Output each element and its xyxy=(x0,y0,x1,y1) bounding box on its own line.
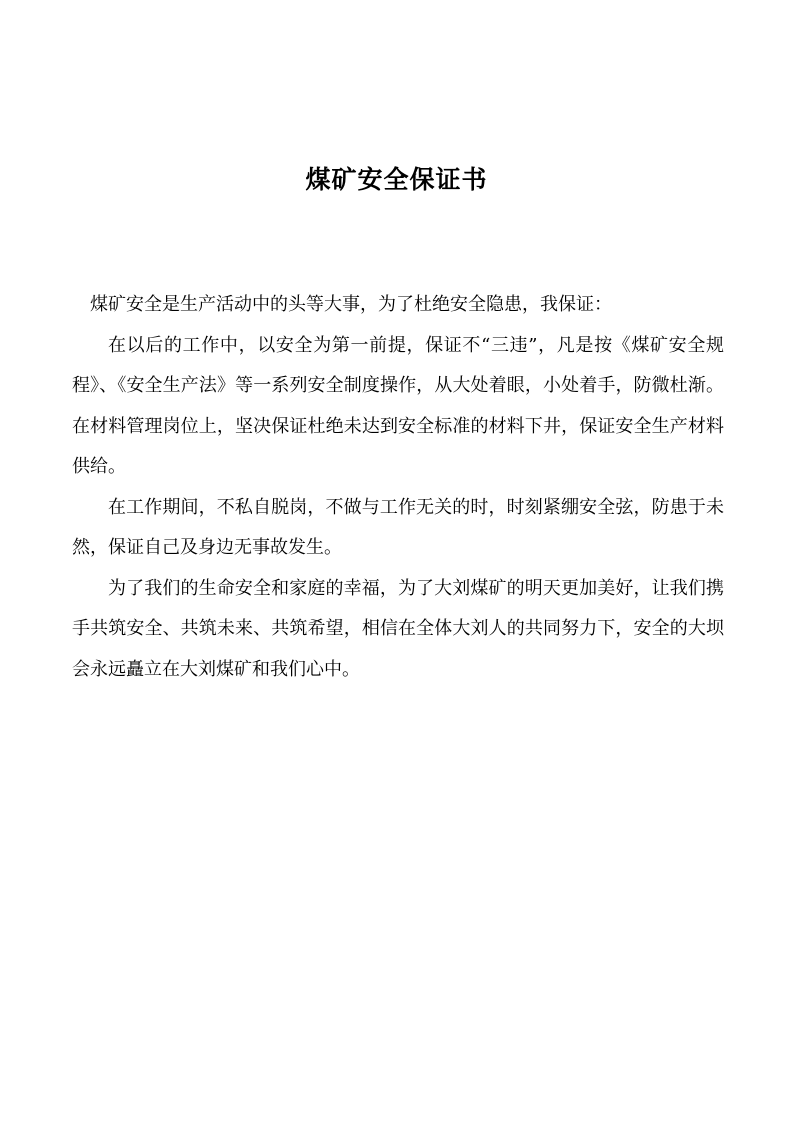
document-title: 煤矿安全保证书 xyxy=(305,165,488,194)
intro-paragraph: 煤矿安全是生产活动中的头等大事，为了杜绝安全隐患，我保证： xyxy=(90,294,612,315)
body-paragraph-3: 为了我们的生命安全和家庭的幸福，为了大刘煤矿的明天更加美好，让我们携手共筑安全、共筑未来、共筑希望，相信在全体大刘人的共同努力下，安全的大坝会永远矗立在大刘煤矿和我们心中。 xyxy=(72,577,724,680)
body-paragraph-1: 在以后的工作中，以安全为第一前提，保证不“三违”，凡是按《煤矿安全规程》、《安全生产法》等一系列安全制度操作，从大处着眼，小处着手，防微杜渐。在材料管理岗位上，坚决保证杜绝未达到安全标准的材料下井，保证安全生产材料供给。 xyxy=(72,334,724,477)
document-body xyxy=(72,285,724,690)
body-paragraph-2: 在工作期间，不私自脱岗，不做与工作无关的时，时刻紧绷安全弦，防患于未然，保证自己及身边无事故发生。 xyxy=(72,496,724,558)
